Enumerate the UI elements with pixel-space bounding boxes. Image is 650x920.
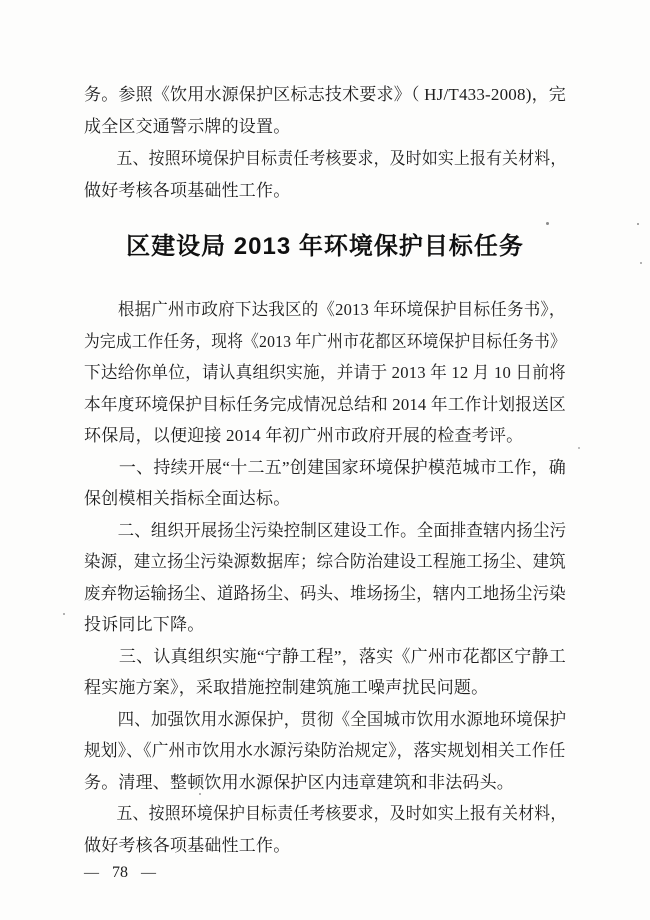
text-line: 染源，建立扬尘污染源数据库；综合防治建设工程施工扬尘、建筑 [84, 552, 566, 571]
scan-speck [637, 223, 639, 225]
scan-speck [63, 613, 65, 615]
scan-speck [578, 447, 580, 449]
text-line: 做好考核各项基础性工作。 [84, 181, 291, 200]
text-line: 二、组织开展扬尘污染控制区建设工作。全面排查辖内扬尘污 [117, 520, 567, 540]
scan-speck [640, 262, 642, 264]
text-line: 投诉同比下降。 [84, 615, 205, 634]
text-line: 下达给你单位，请认真组织实施，并请于 2013 年 12 月 10 日前将 [84, 363, 566, 382]
scan-speck [546, 222, 549, 225]
text-line: 五、按照环境保护目标责任考核要求，及时如实上报有关材料， [116, 804, 567, 823]
text-line: 根据广州市政府下达我区的《2013 年环境保护目标任务书》， [117, 300, 566, 319]
text-line: 废弃物运输扬尘、道路扬尘、码头、堆场扬尘，辖内工地扬尘污染 [84, 583, 566, 603]
page-number-dash-left: — [84, 864, 99, 881]
document-body [0, 294, 650, 861]
page-number-value: 78 [112, 864, 128, 881]
text-line: 程实施方案》，采取措施控制建筑施工噪声扰民问题。 [84, 678, 489, 697]
page-number [84, 860, 156, 886]
text-line: 保创模相关指标全面达标。 [84, 489, 291, 508]
scan-speck [199, 793, 201, 795]
text-line: 本年度环境保护目标任务完成情况总结和 2014 年工作计划报送区 [84, 394, 566, 414]
text-line: 三、认真组织实施“宁静工程”，落实《广州市花都区宁静工 [118, 646, 566, 666]
text-line: 务。清理、整顿饮用水源保护区内违章建筑和非法码头。 [84, 772, 514, 792]
text-line: 一、持续开展“十二五”创建国家环境保护模范城市工作，确 [118, 457, 566, 477]
text-line: 环保局，以便迎接 2014 年初广州市政府开展的检查考评。 [84, 426, 524, 445]
text-line: 务。参照《饮用水源保护区标志技术要求》（ HJ/T433-2008)，完 [84, 85, 566, 104]
document-title: 区建设局 2013 年环境保护目标任务 [126, 233, 524, 260]
text-line: 规划》、《广州市饮用水水源污染防治规定》，落实规划相关工作任 [84, 741, 566, 760]
page-number-dash-right: — [141, 864, 156, 881]
text-line: 成全区交通警示牌的设置。 [84, 117, 291, 136]
previous-section-tail [0, 0, 650, 207]
text-line: 五、按照环境保护目标责任考核要求，及时如实上报有关材料， [116, 149, 567, 168]
text-line: 做好考核各项基础性工作。 [84, 835, 291, 855]
text-line: 四、加强饮用水源保护，贯彻《全国城市饮用水源地环境保护 [117, 709, 567, 729]
text-line: 为完成工作任务，现将《2013 年广州市花都区环境保护目标任务书》 [84, 331, 566, 351]
